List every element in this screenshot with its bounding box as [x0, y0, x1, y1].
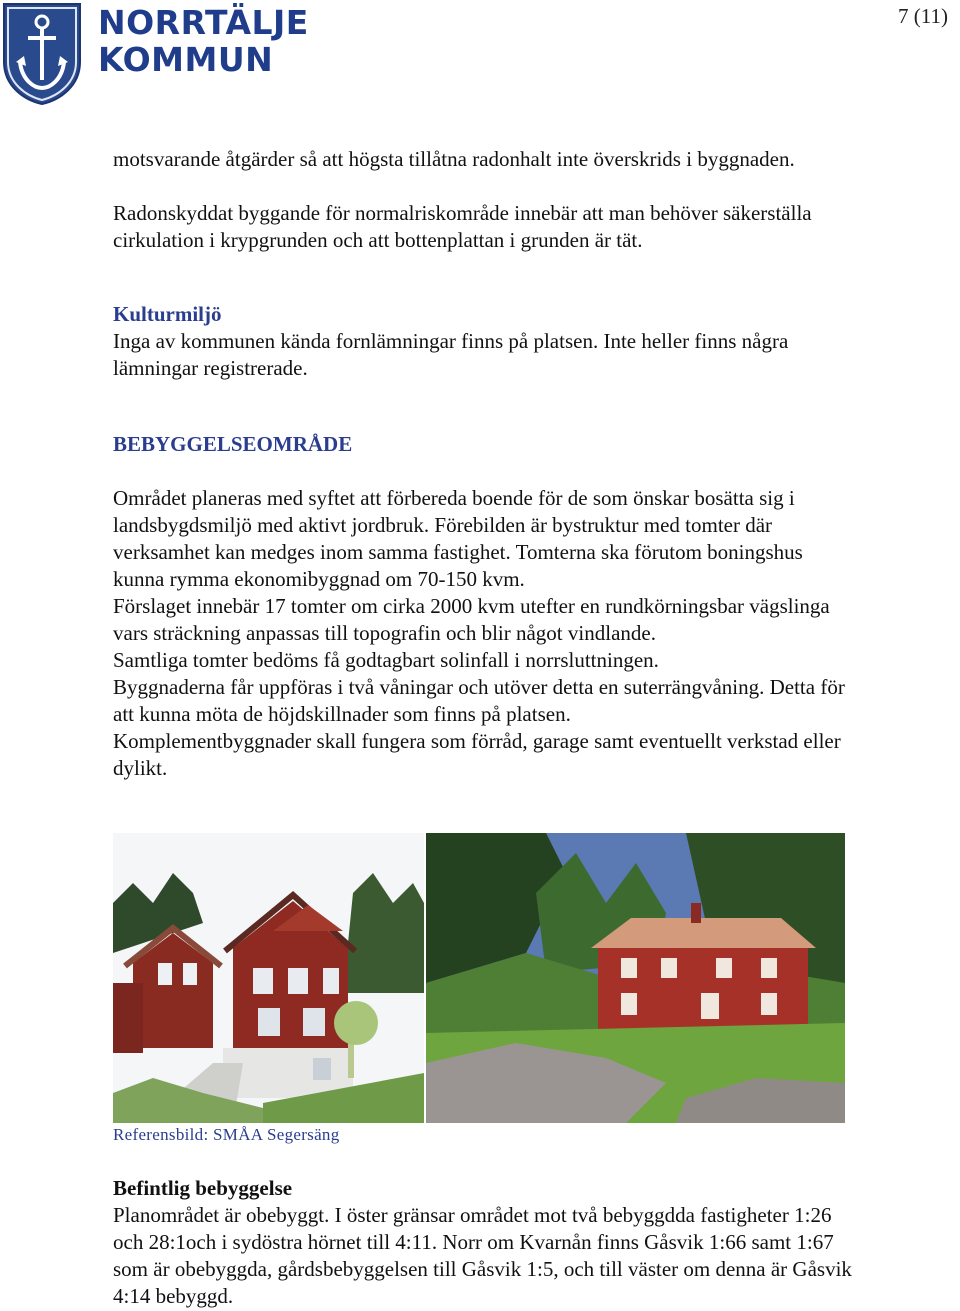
bebyggelse-paragraph-3: Samtliga tomter bedöms få godtagbart solinfall i norrsluttningen.	[113, 648, 659, 672]
bebyggelse-paragraph-1: Området planeras med syftet att förbereda boende för de som önskar bosätta sig i landsbygdsmiljö med aktivt jordbruk. Förebilden är bystruktur med tomter där verksamhet kan medges inom samma fastighet. Tomterna ska förutom boningshus kunna rymma ekonomibyggnad om 70-150 kvm.	[113, 486, 803, 591]
bebyggelse-section	[113, 485, 853, 782]
kulturmiljo-text: Inga av kommunen kända fornlämningar finns på platsen. Inte heller finns några lämningar registrerade.	[113, 329, 789, 380]
radon-paragraph-1: motsvarande åtgärder så att högsta tillåtna radonhalt inte överskrids i byggnaden.	[113, 147, 795, 171]
coat-of-arms-icon	[0, 0, 84, 106]
bebyggelse-paragraph-2: Förslaget innebär 17 tomter om cirka 2000 kvm utefter en rundkörningsbar vägslinga vars sträckning anpassas till topografin och blir något vindlande.	[113, 594, 830, 645]
bebyggelse-heading: BEBYGGELSEOMRÅDE	[113, 432, 353, 456]
page-number: 7 (11)	[898, 4, 948, 28]
befintlig-heading: Befintlig bebyggelse	[113, 1176, 293, 1200]
befintlig-section	[113, 1175, 853, 1310]
norrtalje-kommun-logo	[0, 0, 309, 108]
befintlig-text: Planområdet är obebyggt. I öster gränsar området mot två bebyggdda fastigheter 1:26 och 28:1och i sydöstra hörnet till 4:11. Norr om Kvarnån finns Gåsvik 1:66 samt 1:67 som är obebyggda, gårdsbebyggelsen till Gåsvik 1:5, och till väster om denna är Gåsvik 4:14 bebyggd.	[113, 1203, 852, 1308]
bebyggelse-paragraph-4: Byggnaderna får uppföras i två våningar och utöver detta en suterrängvåning. Detta för att kunna möta de höjdskillnader som finns på platsen.	[113, 675, 845, 726]
photo-caption: Referensbild: SMÅA Segersäng	[113, 1125, 340, 1144]
radon-section	[113, 146, 853, 254]
logo-line-2: KOMMUN	[98, 40, 274, 79]
reference-photo-right	[426, 833, 845, 1123]
kulturmiljo-heading: Kulturmiljö	[113, 302, 222, 326]
radon-paragraph-2: Radonskyddat byggande för normalriskområde innebär att man behöver säkerställa cirkulation i krypgrunden och att bottenplattan i grunden är tät.	[113, 201, 812, 252]
kulturmiljo-section	[113, 301, 853, 382]
reference-photo-left	[113, 833, 424, 1123]
logo-line-1: NORRTÄLJE	[98, 3, 309, 42]
bebyggelse-paragraph-5: Komplementbyggnader skall fungera som förråd, garage samt eventuellt verkstad eller dylikt.	[113, 729, 841, 780]
